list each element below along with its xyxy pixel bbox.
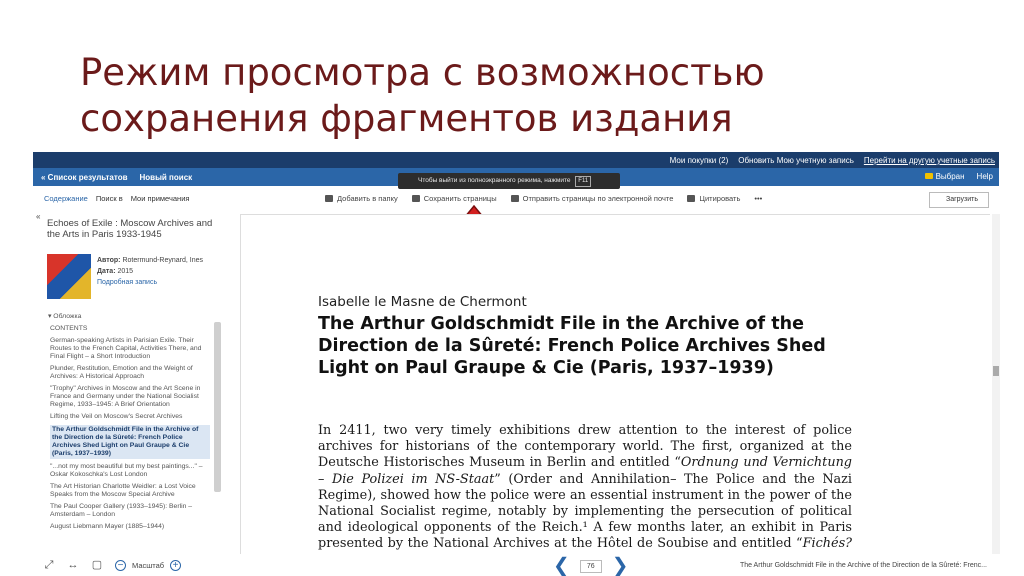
toc-item[interactable]: The Paul Cooper Gallery (1933–1945): Berlin – Amsterdam – London [50,503,193,518]
folder-icon [325,195,333,202]
sidebar-tabs [44,194,189,203]
tab-my-notes[interactable]: Мои примечания [130,194,190,203]
book-meta [97,255,227,288]
fit-width-icon[interactable]: ↔ [67,559,79,571]
toc-item-selected[interactable]: The Arthur Goldschmidt File in the Archive of the Direction de la Sûreté: French Police Archives Shed Light on Paul Graupe & Cie (Paris, 1937–1939) [50,425,210,459]
add-to-folder-label: Добавить в папку [337,194,398,203]
author-label: Автор: [97,257,121,264]
book-cover-thumbnail[interactable] [47,254,91,299]
email-icon [511,195,519,202]
fullscreen-icon[interactable]: ⤢ [44,559,54,571]
bottom-bar [33,556,999,576]
toc-item[interactable]: The Art Historian Charlotte Weidler: a Lost Voice Speaks from the Moscow Special Archive [50,483,196,498]
collapse-sidebar-icon[interactable]: « [36,212,41,221]
tooltip-text: Чтобы выйти из полноэкранного режима, нажмите [418,177,571,184]
cart-icon [925,173,933,179]
book-title: Echoes of Exile : Moscow Archives and the Arts in Paris 1933-1945 [47,218,213,240]
download-button[interactable]: Загрузить [929,192,989,208]
new-search-link[interactable]: Новый поиск [139,173,193,182]
page-scrollbar[interactable] [992,214,1000,554]
body-text-1: In 2411, two very timely exhibitions drew attention to the interest of police archives for historians of the contemporary world. The first, organized at the Deutsche Historisches Museum in Berlin and entitled “ [318,423,852,471]
save-icon [412,195,420,202]
cart-label: Выбран [935,172,965,181]
top-account-bar [33,152,999,168]
help-link[interactable]: Help [976,172,993,181]
sidebar-scrollbar[interactable] [214,322,221,492]
tab-search-in[interactable]: Поиск в [95,194,123,203]
update-account-link[interactable]: Обновить Мою учетную запись [738,156,854,165]
email-pages-label: Отправить страницы по электронной почте [522,194,674,203]
fit-page-icon[interactable]: ▢ [91,559,103,571]
save-pages-label: Сохранить страницы [423,194,497,203]
cart-selected[interactable] [925,172,965,181]
toc-item[interactable]: Plunder, Restitution, Emotion and the Weight of Archives: A Historical Approach [50,365,193,380]
current-document-title: The Arthur Goldschmidt File in the Archive of the Direction de la Sûreté: Frenc... [739,562,987,569]
page-toolbar [325,194,762,203]
f11-key: F11 [575,176,591,187]
cite-icon [687,195,695,202]
zoom-label: Масштаб [132,560,165,570]
slide-title: Режим просмотра с возможностью сохранения фрагментов издания [80,51,765,140]
toc-item[interactable]: German-speaking Artists in Parisian Exile. Their Routes to the French Capital, Activities There, and Final Flight – a Short Introduction [50,337,202,360]
detail-record-link[interactable]: Подробная запись [97,279,158,286]
toc-cover[interactable]: ▾ Обложка [48,313,82,320]
cite-button[interactable] [687,194,740,203]
toc-item[interactable]: "Trophy" Archives in Moscow and the Art Scene in France and Germany under the National Socialist Regime, 1933–1945: A Brief Orientation [50,385,201,408]
body-text-2: ” (Order and Annihilation– The Police and the Nazi Regime), showed how the police were an essential instrument in the power of the National Socialist regime, notably by implementing the persecution of political and ideological opponents of the Reich.¹ A few months later, an exhibit in Paris presented by the National Archives at the Hôtel de Soubise and entitled “ [318,471,852,551]
zoom-out-icon[interactable]: − [115,560,126,571]
toc-item[interactable]: CONTENTS [50,325,88,332]
more-button[interactable]: ••• [754,194,763,203]
date-value: 2015 [117,268,134,275]
chapter-title: The Arthur Goldschmidt File in the Archive of the Direction de la Sûreté: French Police Archives Shed Light on Paul Graupe & Cie (Paris, 1937–1939) [318,314,826,378]
pager [553,556,629,576]
chapter-body-text [318,423,852,551]
tab-contents[interactable]: Содержание [44,194,88,203]
toc-item[interactable]: Lifting the Veil on Moscow's Secret Archives [50,413,183,420]
switch-account-link[interactable]: Перейти на другую учетные запись [863,156,995,165]
toc-item[interactable]: "...not my most beautiful but my best paintings..." – Oskar Kokoschka's Lost London [50,463,203,478]
next-page-icon[interactable]: ❯ [611,555,629,576]
toc-item[interactable]: August Liebmann Mayer (1885–1944) [50,523,165,530]
body-italic-2: Fichés? [802,536,852,551]
table-of-contents [50,313,210,535]
author-value: Rotermund-Reynard, Ines [122,257,203,264]
save-pages-button[interactable] [412,194,497,203]
previous-page-icon[interactable]: ❮ [553,555,570,576]
results-list-link[interactable]: « Список результатов [41,173,128,182]
zoom-control [115,560,181,571]
chapter-author: Isabelle le Masne de Chermont [318,294,527,310]
email-pages-button[interactable] [511,194,674,203]
cite-label: Цитировать [699,194,741,203]
my-purchases-link[interactable]: Мои покупки (2) [669,156,729,165]
zoom-in-icon[interactable]: + [170,560,181,571]
scroll-thumb[interactable] [993,366,999,376]
body-italic-1: Ordnung und Vernichtung – Die Polizei im NS-Staat [318,455,852,487]
page-number-input[interactable]: 76 [580,560,602,573]
date-label: Дата: [97,268,116,275]
fullscreen-tooltip [398,173,620,189]
add-to-folder-button[interactable] [325,194,398,203]
